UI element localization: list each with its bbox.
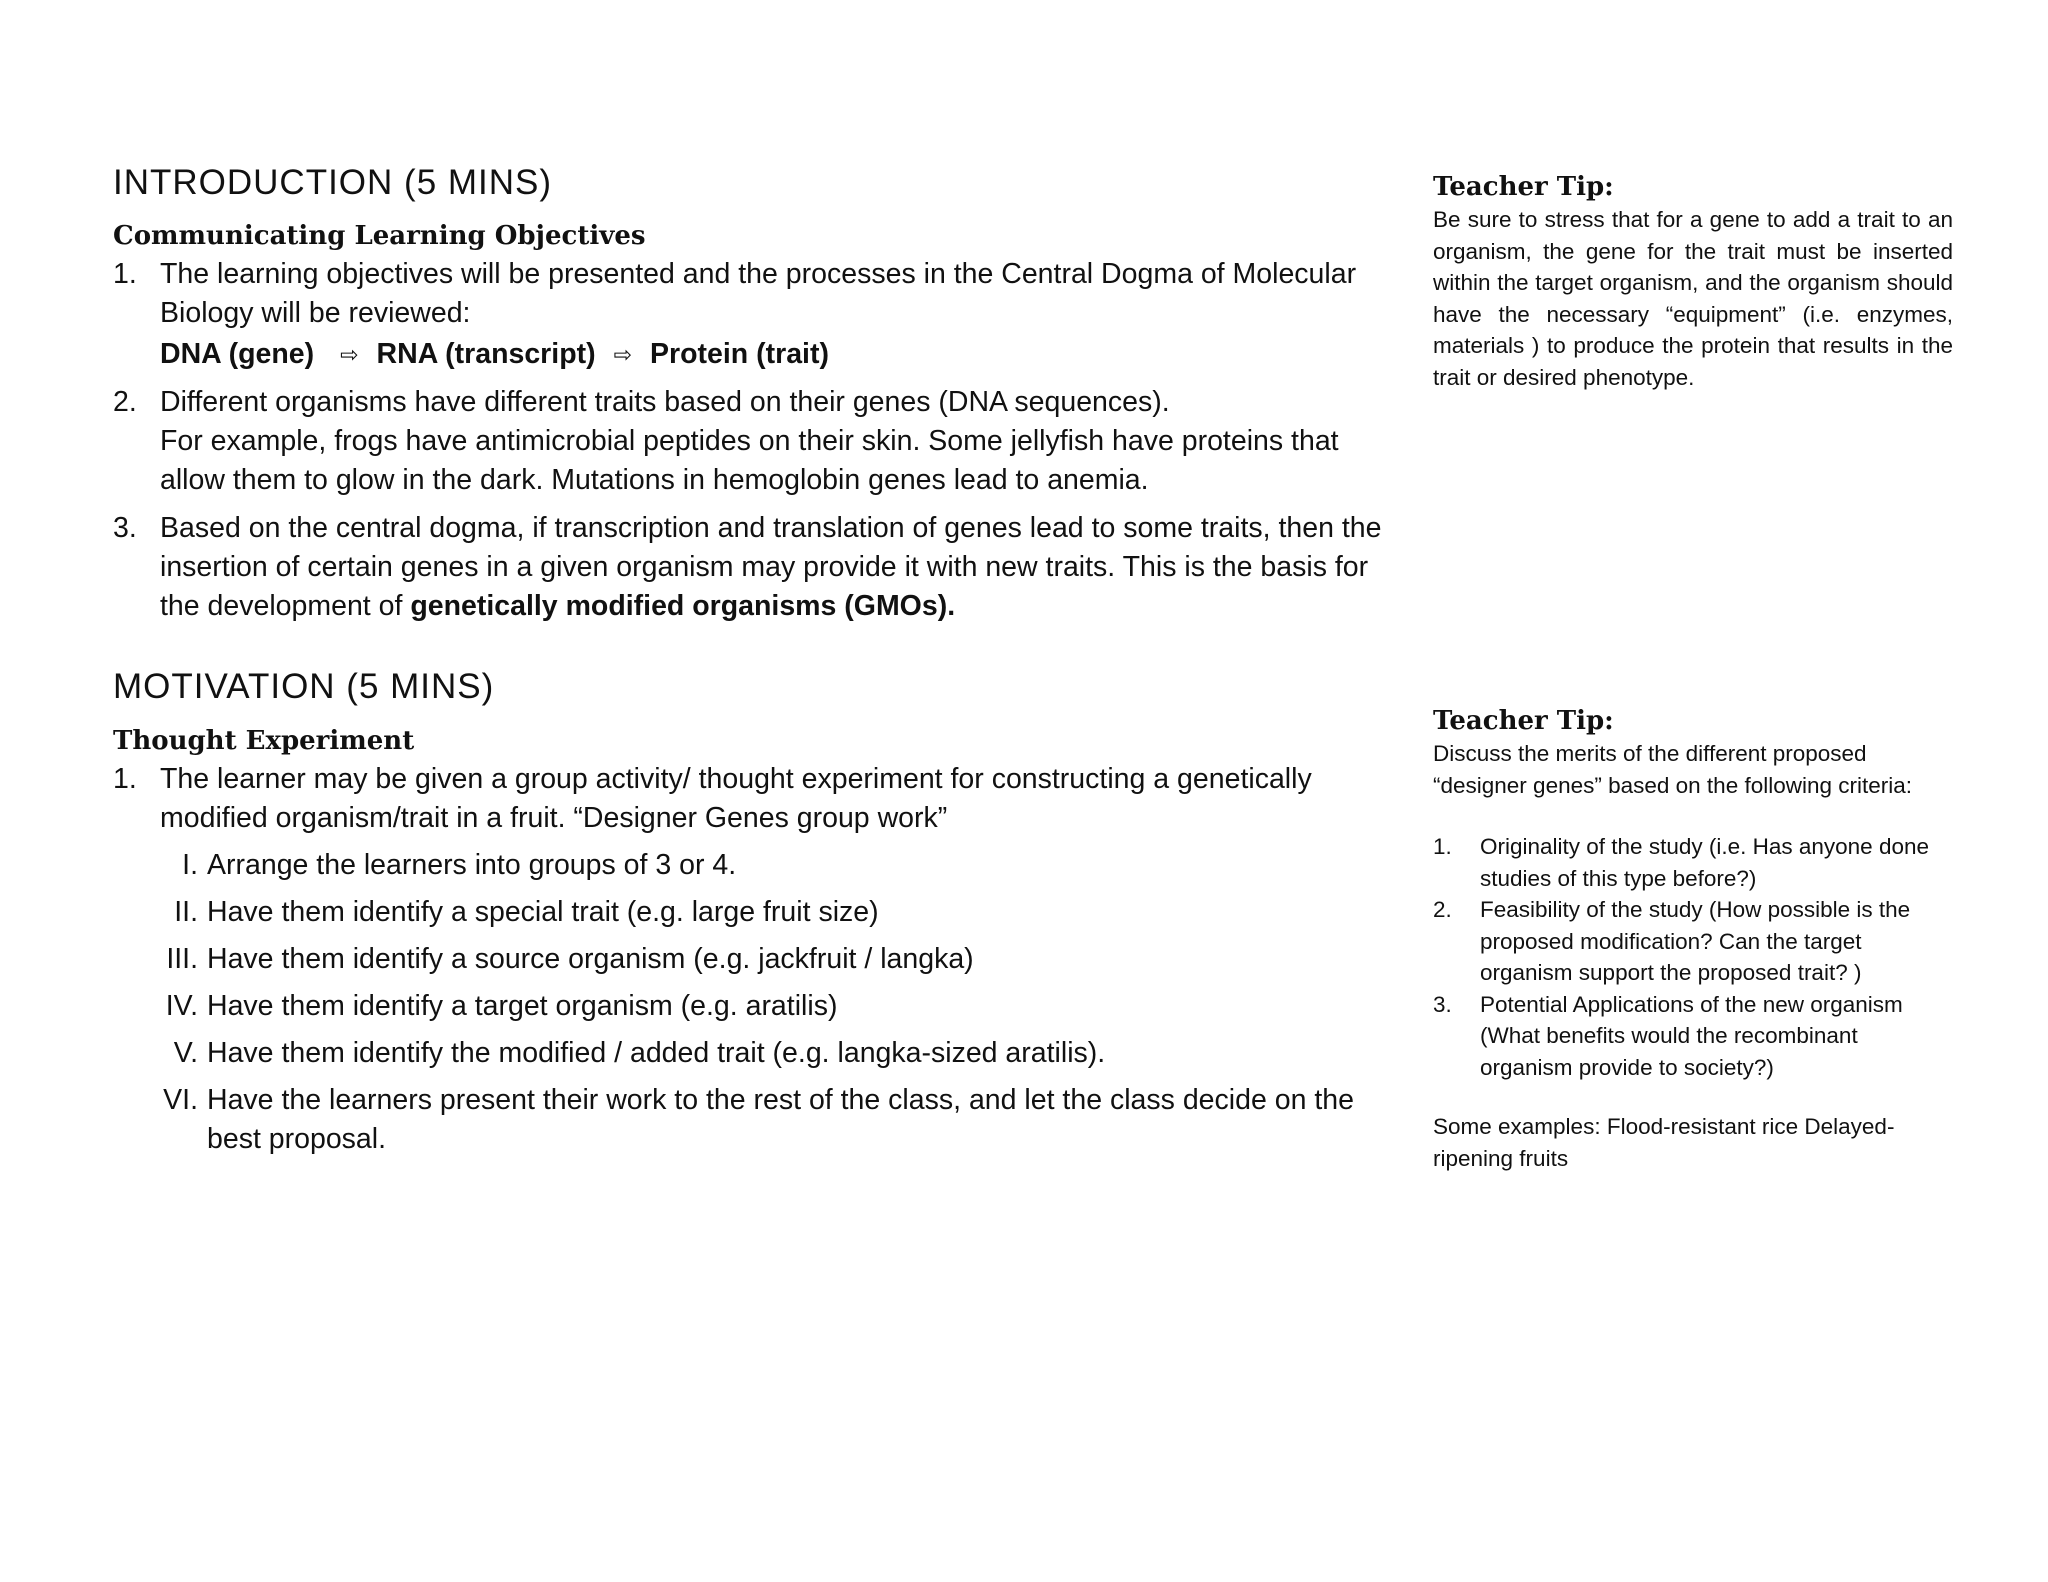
- teacher-tip-intro: Discuss the merits of the different proposed “designer genes” based on the following criteria:: [1433, 741, 1913, 798]
- activity-steps: [160, 846, 1393, 1159]
- step-text: Have the learners present their work to the rest of the class, and let the class decide on the best proposal.: [207, 1083, 1354, 1155]
- intro-item-3-text: Based on the central dogma, if transcription and translation of genes lead to some traits, then the insertion of certain genes in a given organism may provide it with new traits. This is the basis for the development of: [160, 512, 1382, 623]
- criteria-list: [1433, 831, 1953, 1083]
- intro-item-3: [113, 509, 1393, 626]
- criteria-text: Potential Applications of the new organism (What benefits would the recombinant organism provide to society?): [1480, 991, 1903, 1080]
- activity-step: [160, 893, 1393, 932]
- examples-text: Some examples: Flood-resistant rice Delayed-ripening fruits: [1433, 1114, 1895, 1171]
- step-text: Have them identify a special trait (e.g. large fruit size): [207, 895, 879, 928]
- teacher-tip-title: Teacher Tip:: [1433, 706, 1614, 736]
- step-text: Have them identify the modified / added trait (e.g. langka-sized aratilis).: [207, 1036, 1106, 1069]
- intro-item-2-line2: For example, frogs have antimicrobial peptides on their skin. Some jellyfish have proteins that allow them to glow in the dark. Mutations in hemoglobin genes lead to anemia.: [160, 425, 1339, 497]
- roman-numeral: II.: [174, 895, 198, 928]
- motivation-list: [113, 760, 1393, 1159]
- activity-step: [160, 940, 1393, 979]
- step-text: Arrange the learners into groups of 3 or 4.: [207, 848, 737, 881]
- activity-step: [160, 1034, 1393, 1073]
- right-arrow-icon: ⇨: [340, 342, 359, 368]
- intro-list: [113, 255, 1393, 626]
- intro-item-1: [113, 255, 1393, 374]
- right-arrow-icon: ⇨: [613, 342, 633, 368]
- roman-numeral: IV.: [165, 989, 198, 1022]
- roman-numeral: I.: [182, 848, 198, 881]
- activity-step: [160, 846, 1393, 885]
- roman-numeral: VI.: [163, 1083, 198, 1116]
- central-dogma-flow: [160, 335, 1393, 374]
- motivation-heading: MOTIVATION (5 MINS): [113, 667, 495, 707]
- criteria-item: [1433, 831, 1953, 894]
- activity-step: [160, 987, 1393, 1026]
- flow-step-protein: Protein (trait): [650, 338, 829, 371]
- teacher-tip-2: [1433, 706, 1953, 1174]
- list-number: 1.: [1433, 834, 1452, 859]
- motivation-item-text: The learner may be given a group activity/ thought experiment for constructing a genetically modified organism/trait in a fruit. “Designer Genes group work”: [160, 762, 1312, 834]
- intro-item-2: [113, 383, 1393, 500]
- intro-item-2-line1: Different organisms have different traits based on their genes (DNA sequences).: [160, 386, 1170, 419]
- teacher-tip-title: Teacher Tip:: [1433, 172, 1614, 202]
- criteria-item: [1433, 894, 1953, 989]
- criteria-item: [1433, 989, 1953, 1084]
- motivation-item-1: [113, 760, 1393, 1159]
- list-number: 2.: [1433, 897, 1452, 922]
- main-column: [113, 163, 1393, 1168]
- flow-step-dna: DNA (gene): [160, 338, 315, 371]
- activity-step: [160, 1081, 1393, 1159]
- list-number: 3.: [113, 512, 137, 545]
- introduction-heading: INTRODUCTION (5 MINS): [113, 163, 553, 202]
- roman-numeral: III.: [166, 942, 198, 975]
- list-number: 2.: [113, 386, 137, 419]
- intro-subheading: Communicating Learning Objectives: [113, 221, 646, 252]
- teacher-tip-1: [1433, 172, 1953, 393]
- flow-step-rna: RNA (transcript): [376, 338, 596, 371]
- roman-numeral: V.: [173, 1036, 198, 1069]
- criteria-text: Originality of the study (i.e. Has anyone done studies of this type before?): [1480, 834, 1930, 891]
- gmo-term: genetically modified organisms (GMOs).: [410, 590, 956, 623]
- step-text: Have them identify a source organism (e.g. jackfruit / langka): [207, 942, 974, 975]
- list-number: 3.: [1433, 991, 1452, 1017]
- motivation-subheading: Thought Experiment: [113, 725, 415, 756]
- list-number: 1.: [113, 762, 137, 795]
- intro-item-1-text: The learning objectives will be presented and the processes in the Central Dogma of Molecular Biology will be reviewed:: [160, 258, 1357, 330]
- step-text: Have them identify a target organism (e.g. aratilis): [207, 989, 838, 1022]
- list-number: 1.: [113, 258, 137, 291]
- criteria-text: Feasibility of the study (How possible is the proposed modification? Can the target organism support the proposed trait? ): [1480, 897, 1911, 985]
- teacher-tip-body: Be sure to stress that for a gene to add a trait to an organism, the gene for the trait must be inserted within the target organism, and the organism should have the necessary “equipment” (i.e. enzymes, materials ) to produce the protein that results in the trait or desired phenotype.: [1433, 207, 1953, 390]
